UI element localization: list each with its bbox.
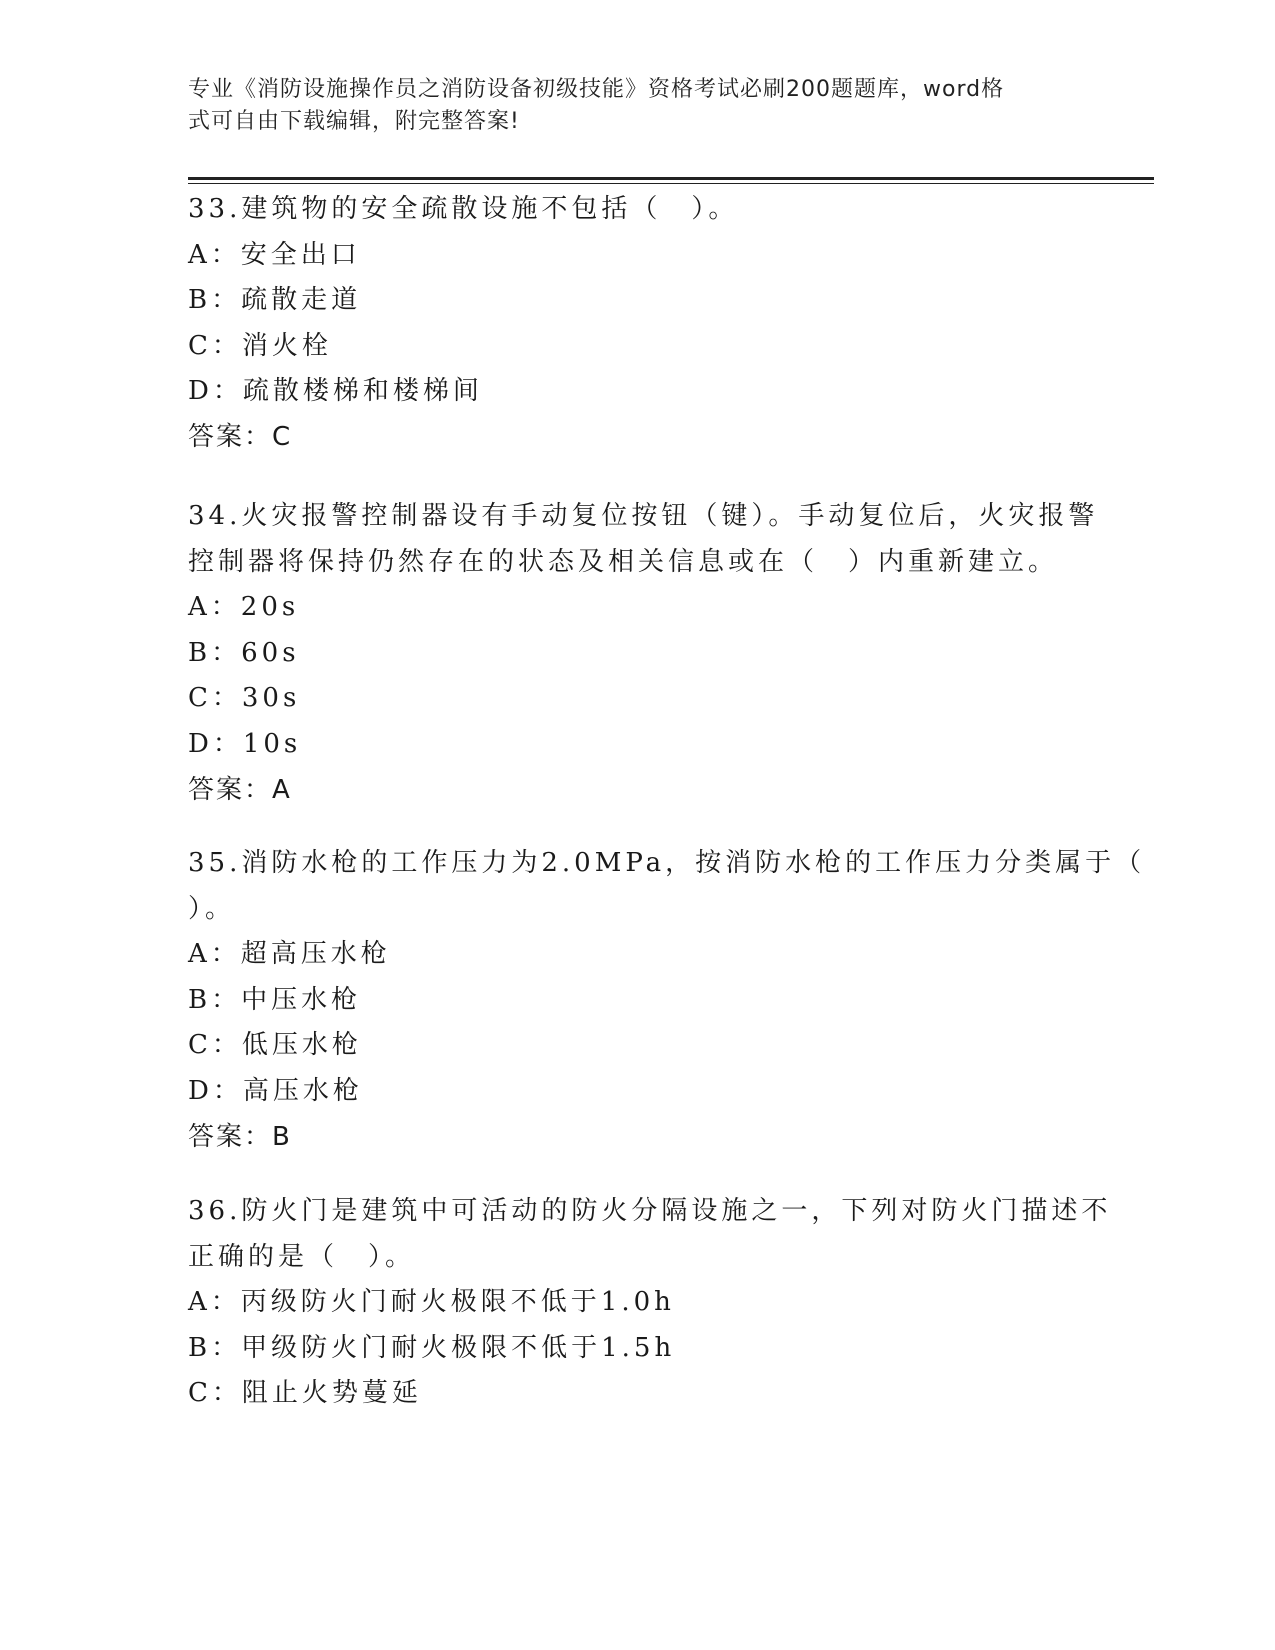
- option-d: D：高压水枪: [188, 1075, 363, 1106]
- option-a: A：20s: [188, 592, 300, 623]
- option-a: A：丙级防火门耐火极限不低于1.0h: [188, 1287, 675, 1318]
- option-c: C：低压水枪: [188, 1030, 362, 1061]
- question-stem-line-2: ）。: [188, 893, 236, 924]
- question-stem-line-1: 35.消防水枪的工作压力为2.0MPa，按消防水枪的工作压力分类属于（: [188, 848, 1146, 878]
- question-stem: 33.建筑物的安全疏散设施不包括（ ）。: [188, 194, 739, 224]
- question-stem-line-2: 控制器将保持仍然存在的状态及相关信息或在（ ）内重新建立。: [188, 546, 1059, 577]
- header-divider-thick: [188, 177, 1154, 180]
- option-b: B：疏散走道: [188, 285, 362, 316]
- option-a: A：超高压水枪: [188, 939, 391, 970]
- header-line-2: 式可自由下载编辑，附完整答案!: [188, 109, 520, 134]
- document-header: [188, 74, 1068, 138]
- question-35: [188, 841, 1146, 1160]
- question-34: [188, 494, 1099, 813]
- option-b: B：60s: [188, 637, 300, 668]
- option-c: C：30s: [188, 683, 301, 714]
- option-b: B：甲级防火门耐火极限不低于1.5h: [188, 1332, 676, 1363]
- answer-label: 答案：B: [188, 1121, 292, 1152]
- option-c: C：阻止火势蔓延: [188, 1378, 422, 1409]
- option-b: B：中压水枪: [188, 984, 362, 1015]
- option-d: D：10s: [188, 728, 302, 759]
- answer-label: 答案：C: [188, 421, 293, 452]
- question-stem-line-1: 34.火灾报警控制器设有手动复位按钮（键）。手动复位后，火灾报警: [188, 501, 1099, 531]
- answer-label: 答案：A: [188, 774, 292, 805]
- question-36: [188, 1189, 1112, 1417]
- option-d: D：疏散楼梯和楼梯间: [188, 376, 483, 407]
- question-stem-line-1: 36.防火门是建筑中可活动的防火分隔设施之一，下列对防火门描述不: [188, 1196, 1112, 1226]
- option-a: A：安全出口: [188, 239, 361, 270]
- question-stem-line-2: 正确的是（ ）。: [188, 1241, 416, 1272]
- option-c: C：消火栓: [188, 330, 332, 361]
- header-line-1: 专业《消防设施操作员之消防设备初级技能》资格考试必刷200题题库，word格: [188, 77, 1005, 102]
- question-33: [188, 187, 1088, 461]
- header-divider-thin: [188, 183, 1154, 184]
